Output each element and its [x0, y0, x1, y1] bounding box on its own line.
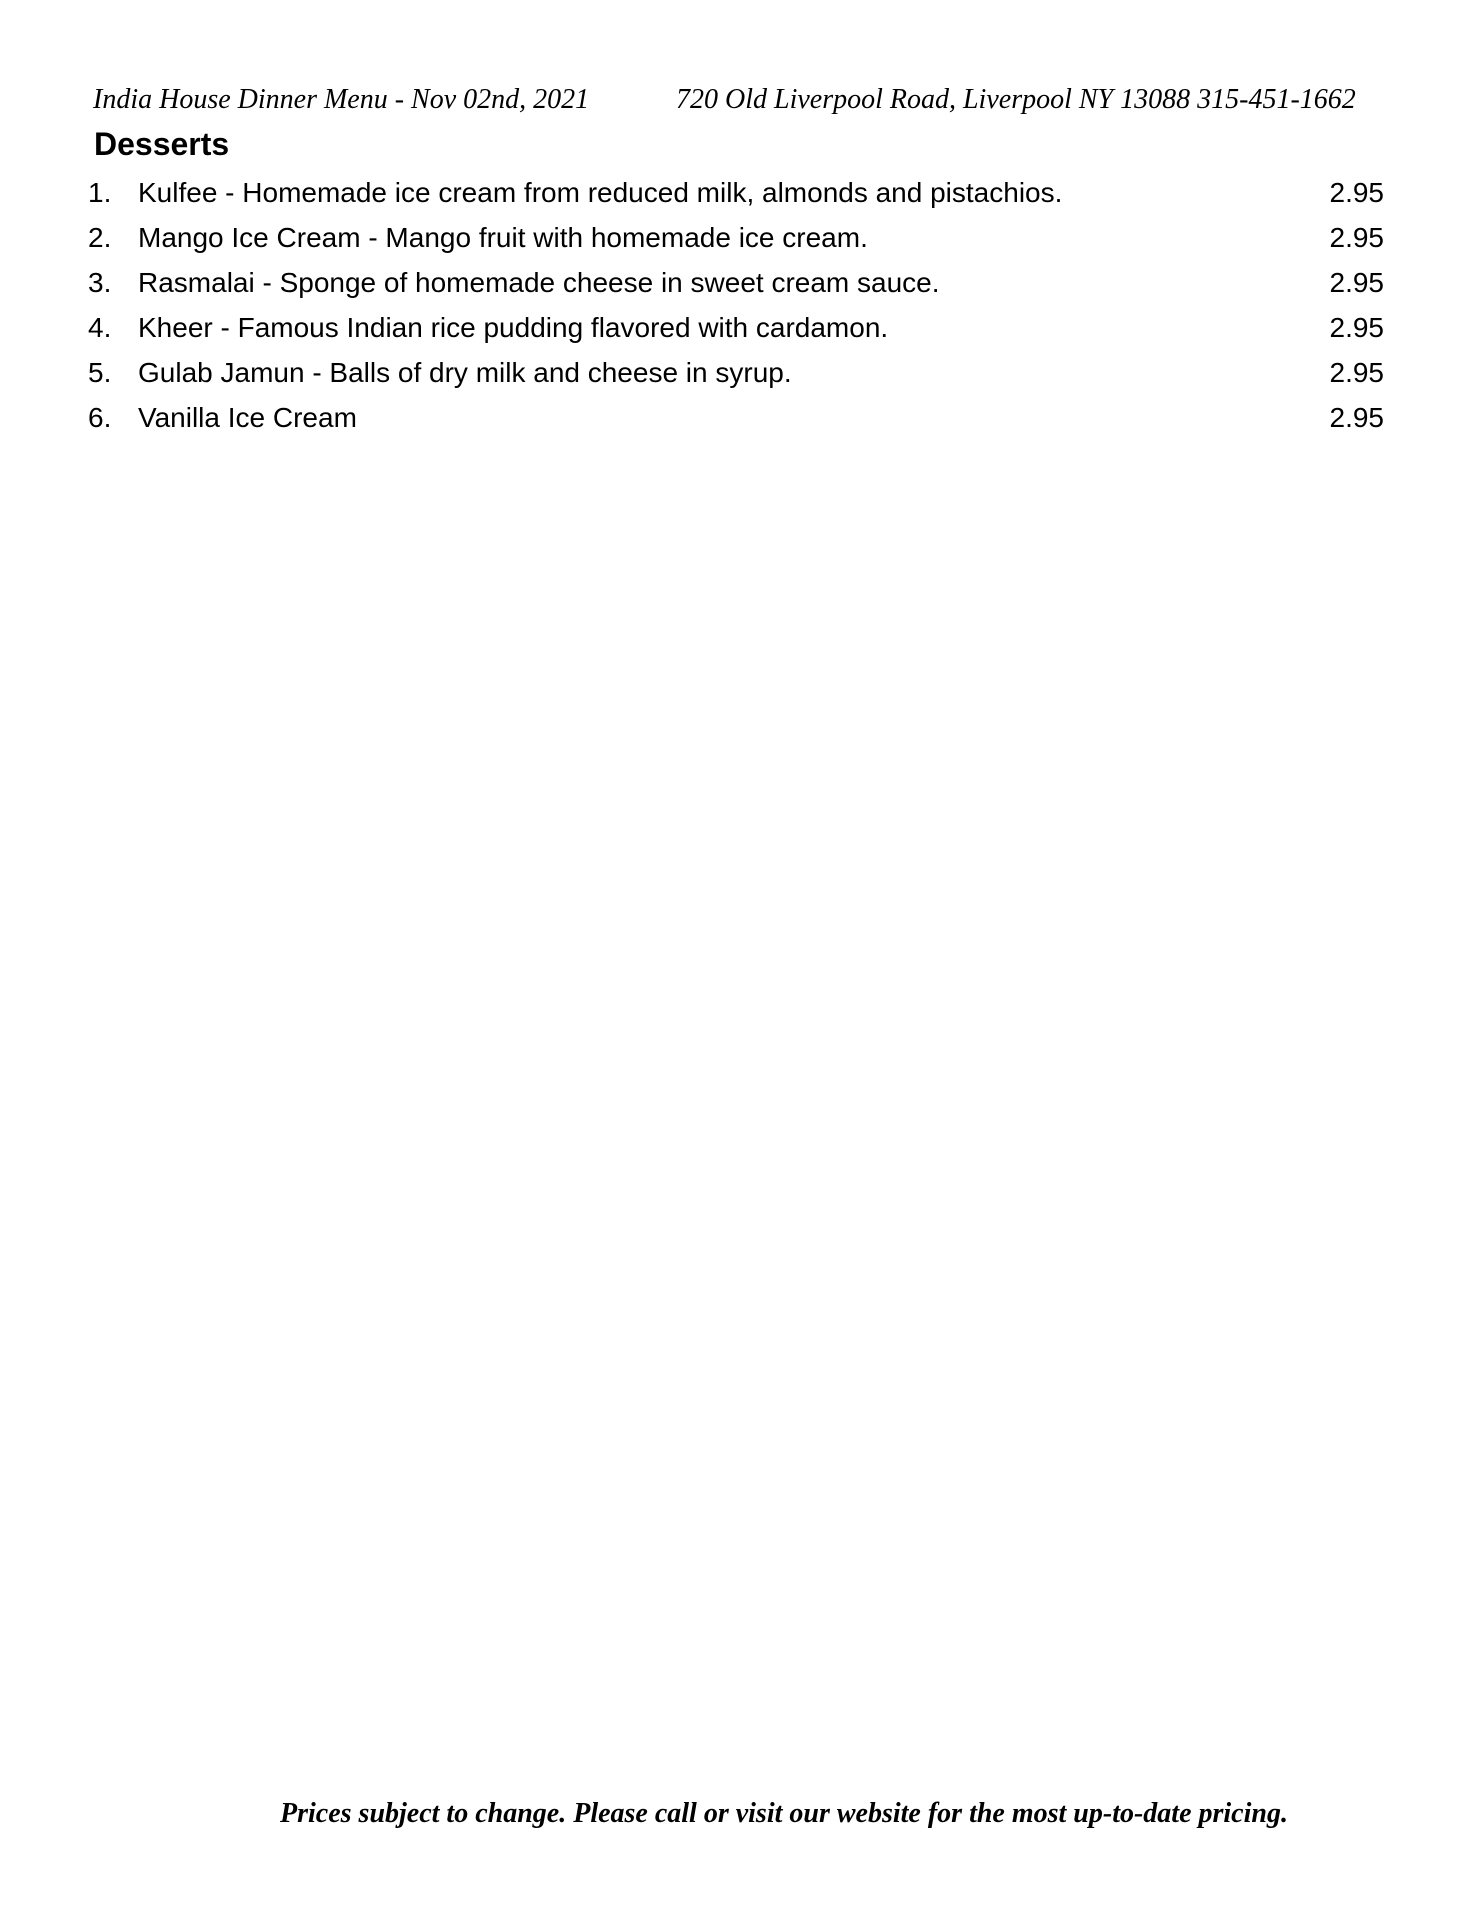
item-price: 2.95 [1329, 312, 1384, 343]
item-description: Kheer - Famous Indian rice pudding flavored with cardamon. [138, 312, 889, 343]
item-price: 2.95 [1329, 267, 1384, 298]
menu-item [88, 400, 1384, 445]
item-price: 2.95 [1329, 177, 1384, 208]
item-number: 2. [88, 222, 112, 253]
menu-title: India House Dinner Menu - Nov 02nd, 2021 [93, 84, 590, 115]
item-description: Mango Ice Cream - Mango fruit with homemade ice cream. [138, 222, 868, 253]
section-title: Desserts [94, 126, 230, 162]
restaurant-contact: 720 Old Liverpool Road, Liverpool NY 13088 315-451-1662 [676, 84, 1356, 115]
menu-item [88, 220, 1384, 265]
menu-item [88, 310, 1384, 355]
item-number: 4. [88, 312, 112, 343]
item-number: 5. [88, 357, 112, 388]
menu-item [88, 355, 1384, 400]
item-description: Gulab Jamun - Balls of dry milk and cheese in syrup. [138, 357, 792, 388]
item-number: 3. [88, 267, 112, 298]
item-price: 2.95 [1329, 402, 1384, 433]
item-price: 2.95 [1329, 357, 1384, 388]
item-description: Rasmalai - Sponge of homemade cheese in sweet cream sauce. [138, 267, 940, 298]
item-description: Kulfee - Homemade ice cream from reduced milk, almonds and pistachios. [138, 177, 1063, 208]
page-header [93, 83, 1389, 117]
item-number: 1. [88, 177, 112, 208]
menu-item [88, 175, 1384, 220]
item-number: 6. [88, 402, 112, 433]
item-description: Vanilla Ice Cream [138, 402, 357, 433]
item-price: 2.95 [1329, 222, 1384, 253]
pricing-disclaimer: Prices subject to change. Please call or visit our website for the most up-to-date pricing. [280, 1798, 1288, 1829]
menu-item [88, 265, 1384, 310]
dessert-list [88, 175, 1384, 445]
